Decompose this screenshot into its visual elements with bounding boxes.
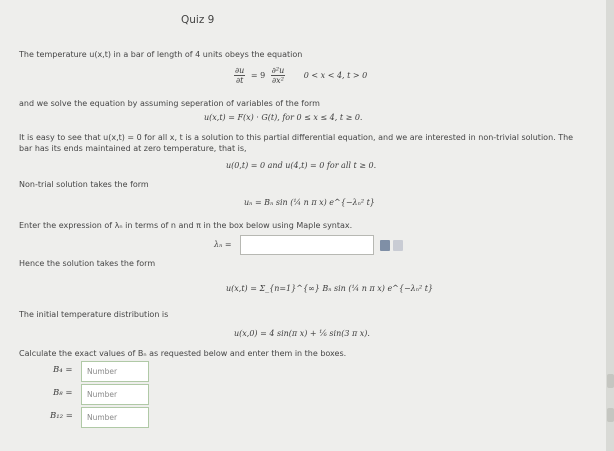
enter-lambda-text: Enter the expression of λₙ in terms of n and π in the box below using Maple syntax. [19,221,353,230]
intro-text: The temperature u(x,t) in a bar of length of 4 units obeys the equation [19,50,303,59]
quiz-title: Quiz 9 [181,14,215,26]
nontrivial-label: Non-trial solution takes the form [19,180,149,189]
b8-label: B₈ = [53,388,73,398]
calculate-text: Calculate the exact values of Bₙ as requested below and enter them in the boxes. [19,349,347,358]
initial-label: The initial temperature distribution is [19,310,169,319]
hence-label: Hence the solution takes the form [19,259,156,268]
separation-text: and we solve the equation by assuming seperation of variables of the form [19,99,320,108]
pde-domain: 0 < x < 4, t > 0 [303,70,368,80]
b12-input[interactable]: Number [81,407,149,428]
pde-lhs-numerator: ∂u [235,66,245,75]
help-icon[interactable] [393,240,403,251]
lambda-input[interactable] [240,235,374,255]
pde-rhs-numerator: ∂²u [271,66,285,75]
pde-rhs-denominator: ∂x² [272,76,284,85]
pde-equals: = 9 [250,70,266,80]
un-form: uₙ = Bₙ sin (¼ n π x) e^{−λₙ² t} [244,198,375,207]
pde-equation [234,66,367,85]
pde-lhs-fraction [234,66,245,85]
pde-lhs-denominator: ∂t [235,76,244,85]
series-form: u(x,t) = Σ_{n=1}^{∞} Bₙ sin (¼ n π x) e^{−λₙ² t} [226,284,434,293]
trivial-text-line1: It is easy to see that u(x,t) = 0 for all x, t is a solution to this partial differential equation, and we are interested in non-trivial solution. The [19,133,574,142]
preview-icon[interactable] [380,240,390,251]
b8-input[interactable]: Number [81,384,149,405]
trivial-text-line2: bar has its ends maintained at zero temperature, that is, [19,144,247,153]
boundary-conditions: u(0,t) = 0 and u(4,t) = 0 for all t ≥ 0. [226,161,377,170]
b12-label: B₁₂ = [50,411,73,421]
pde-rhs-fraction [271,66,286,85]
b4-label: B₄ = [53,365,73,375]
initial-condition: u(x,0) = 4 sin(π x) + ⅙ sin(3 π x). [234,329,370,338]
b4-input[interactable]: Number [81,361,149,382]
separation-form: u(x,t) = F(x) · G(t), for 0 ≤ x ≤ 4, t ≥ 0. [204,113,363,122]
scroll-marker [607,374,614,388]
scroll-marker [607,408,614,422]
lambda-label: λₙ = [214,240,232,249]
